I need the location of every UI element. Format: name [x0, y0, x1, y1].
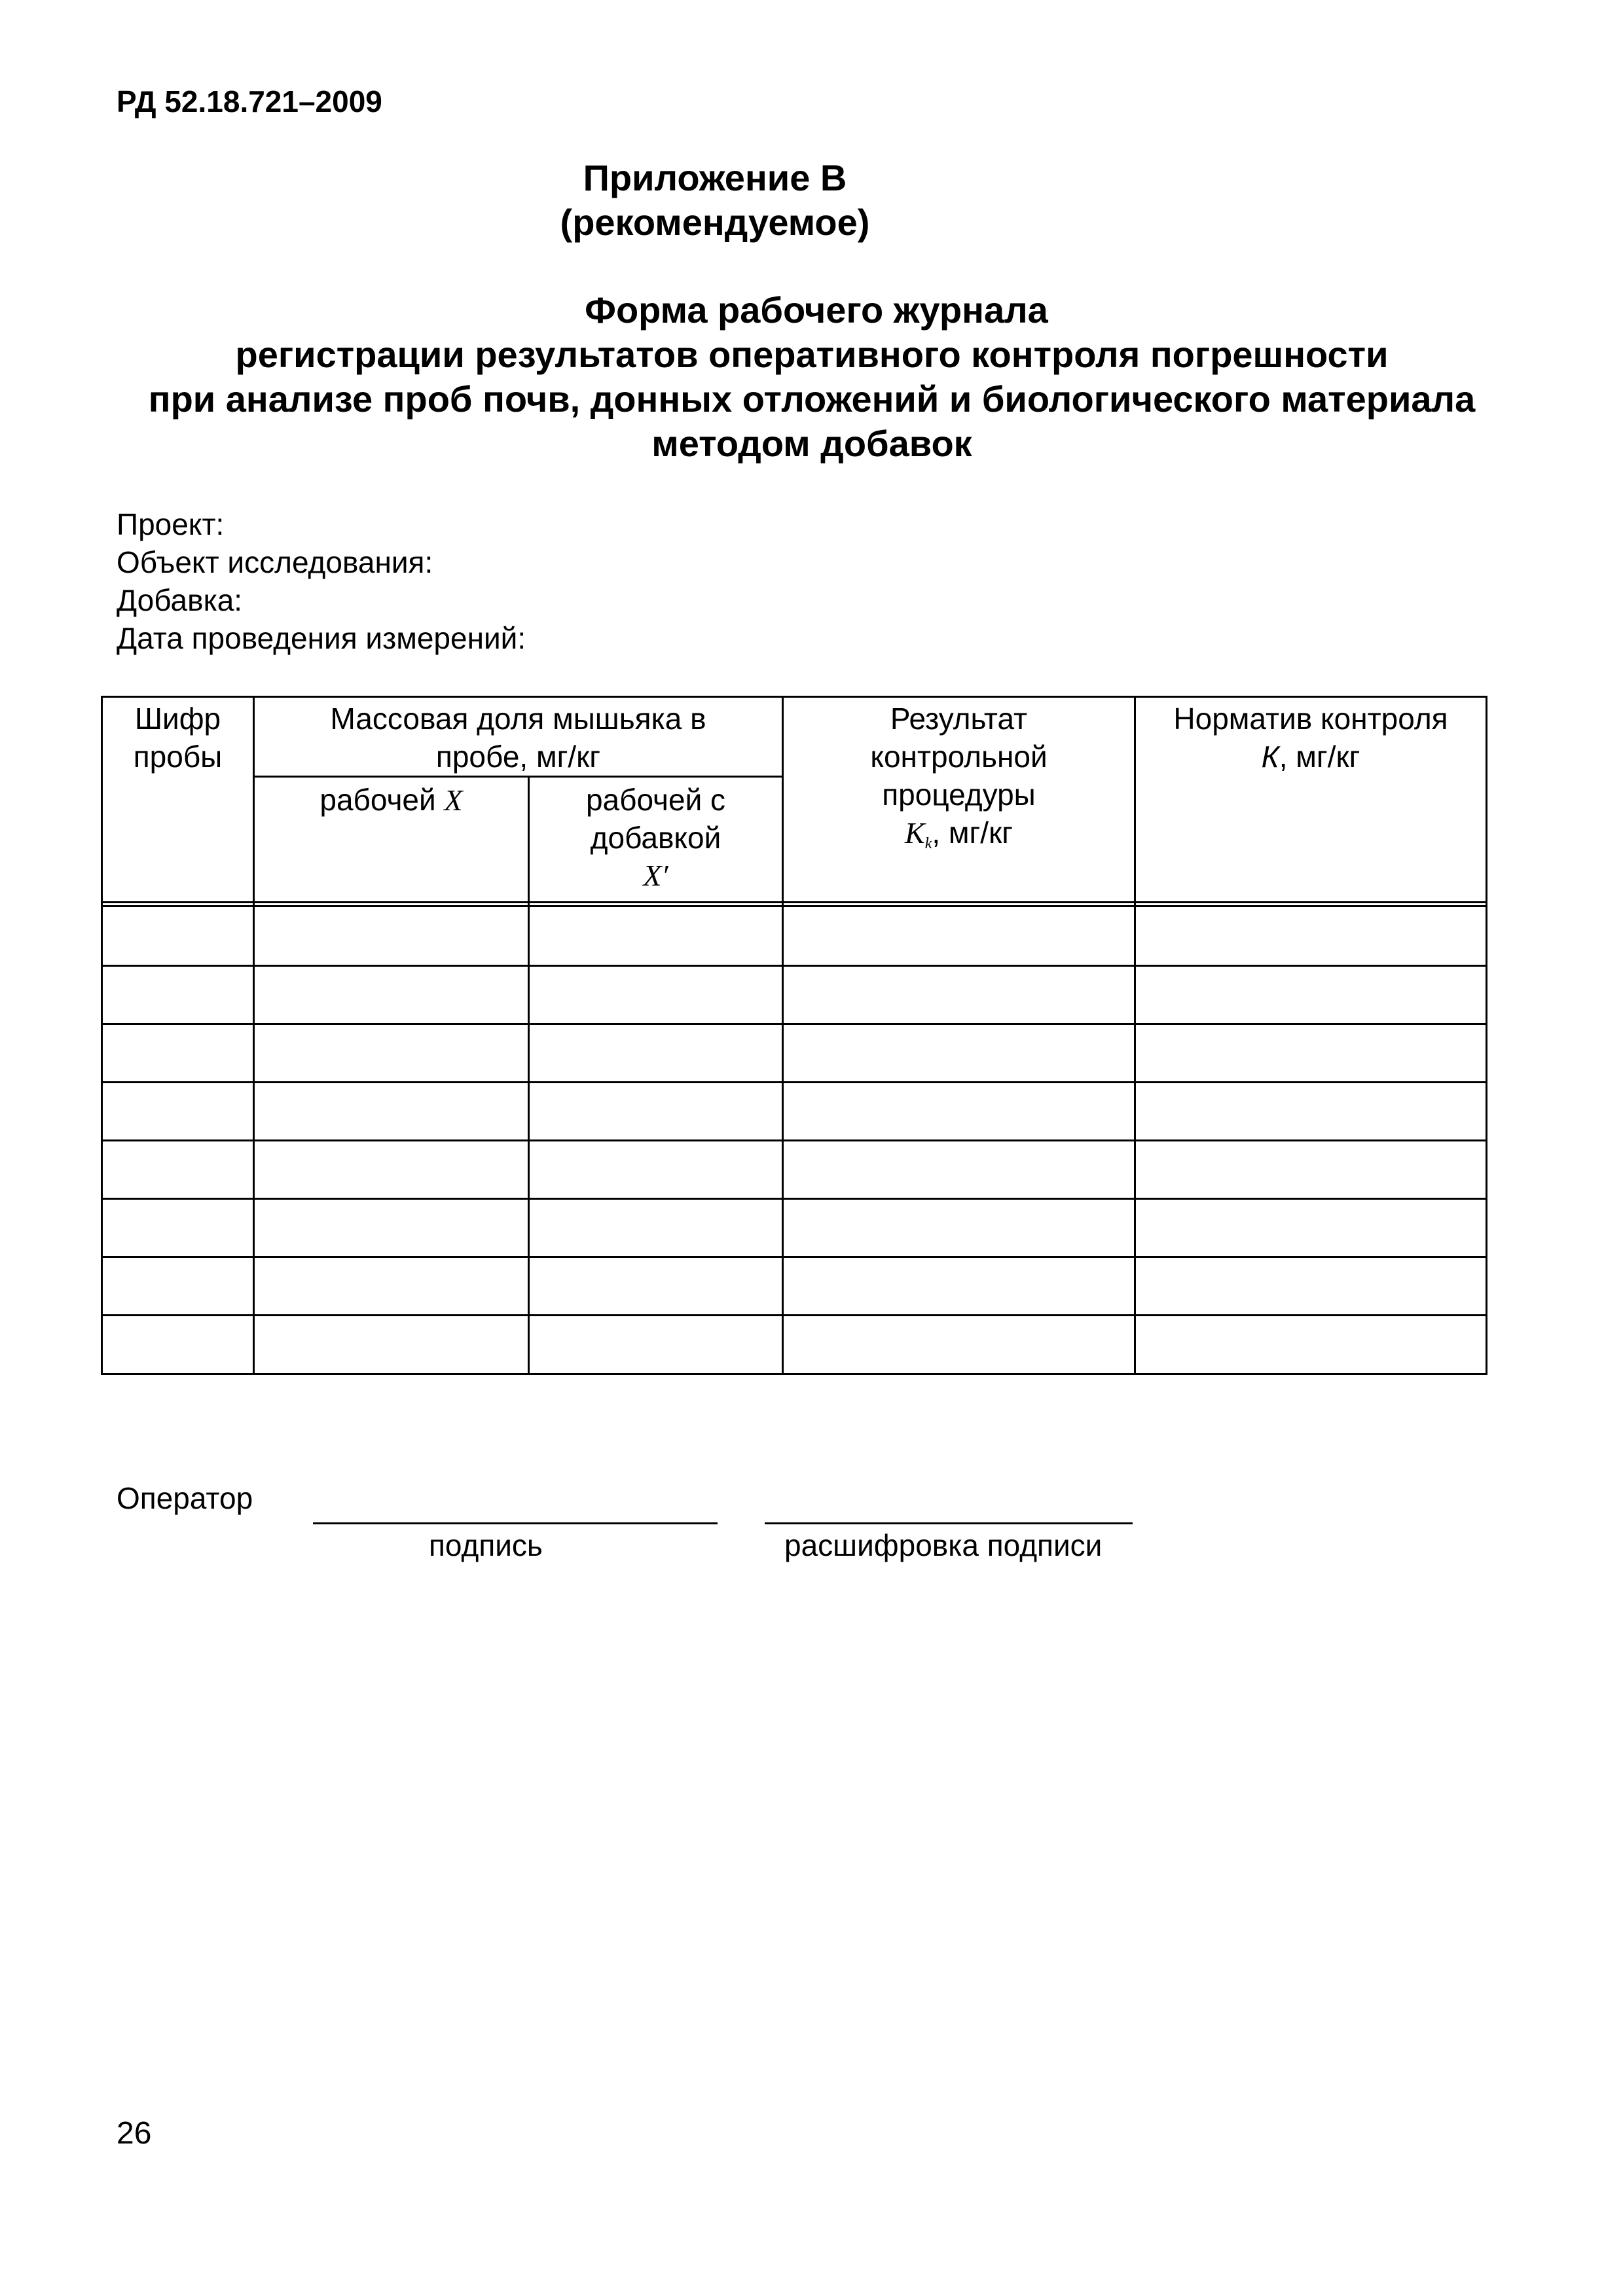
header-control-result-unit: , мг/кг: [932, 816, 1013, 850]
subheader-line: [253, 776, 782, 778]
header-control-standard-line-2: [1136, 738, 1486, 776]
header-control-result-line-2: контрольной: [870, 740, 1048, 774]
appendix-heading: [1, 156, 1429, 245]
field-date: Дата проведения измерений:: [117, 621, 526, 655]
row-line: [101, 1314, 1487, 1316]
page-number: 26: [117, 2116, 152, 2151]
appendix-status: (рекомендуемое): [560, 202, 870, 243]
header-control-standard-line-1: Норматив контроля: [1173, 702, 1448, 736]
header-control-result-line-3: процедуры: [882, 778, 1036, 812]
signature-caption: подпись: [429, 1528, 543, 1562]
header-sample-code: [103, 700, 253, 776]
row-line: [101, 1081, 1487, 1083]
form-fields: [117, 505, 526, 657]
document-code: РД 52.18.721–2009: [117, 84, 382, 118]
header-arsenic-fraction-line-2: пробе, мг/кг: [435, 740, 601, 774]
header-working: [255, 781, 528, 819]
form-title-line-3: при анализе проб почв, донных отложений и биологического материала: [148, 378, 1476, 420]
table-top-border: [101, 696, 1487, 698]
form-title: [98, 288, 1525, 466]
table-left-border: [101, 696, 103, 1375]
signature-decode-caption: расшифровка подписи: [784, 1528, 1103, 1562]
row-line: [101, 1256, 1487, 1258]
row-line: [101, 965, 1487, 967]
form-title-line-4: методом добавок: [651, 423, 972, 464]
row-line: [101, 1198, 1487, 1200]
table-right-border: [1486, 696, 1487, 1375]
signature-decode-line[interactable]: [765, 1522, 1133, 1524]
appendix-title: Приложение В: [583, 157, 847, 198]
form-title-line-2: регистрации результатов оперативного контроля погрешности: [235, 334, 1389, 375]
table-bottom-border: [101, 1373, 1487, 1375]
header-control-result-line-1: Результат: [890, 702, 1028, 736]
form-title-line-1: Форма рабочего журнала: [585, 289, 1048, 331]
row-line: [101, 1023, 1487, 1025]
header-control-standard-unit: , мг/кг: [1279, 740, 1360, 774]
header-control-result-subscript: k: [924, 835, 932, 852]
header-working-variable: X: [444, 783, 463, 817]
header-arsenic-fraction-line-1: Массовая доля мышьяка в: [330, 702, 706, 736]
operator-label: Оператор: [117, 1481, 253, 1515]
field-project: Проект:: [117, 507, 225, 541]
header-control-result-variable: K: [905, 816, 925, 850]
header-working-text: рабочей: [319, 783, 436, 817]
header-bottom-line-2: [101, 905, 1487, 907]
col-divider-4: [1134, 696, 1136, 1375]
header-sample-code-line-2: пробы: [133, 740, 223, 774]
header-control-result-line-4: [784, 814, 1134, 863]
header-arsenic-fraction: [255, 700, 782, 776]
header-with-additive-line-2: добавкой: [590, 821, 721, 855]
row-line: [101, 1139, 1487, 1141]
field-object: Объект исследования:: [117, 545, 433, 579]
header-with-additive-line-1: рабочей с: [585, 783, 726, 817]
header-control-standard-variable: К: [1261, 740, 1279, 774]
signature-line[interactable]: [313, 1522, 718, 1524]
header-sample-code-line-1: Шифр: [134, 702, 221, 736]
header-control-standard: [1136, 700, 1486, 776]
field-additive: Добавка:: [117, 583, 243, 617]
header-bottom-line-1: [101, 901, 1487, 903]
header-with-additive-variable: X′: [643, 859, 668, 892]
header-working-with-additive: [530, 781, 782, 895]
header-control-result: [784, 700, 1134, 863]
journal-table: [101, 696, 1487, 1375]
